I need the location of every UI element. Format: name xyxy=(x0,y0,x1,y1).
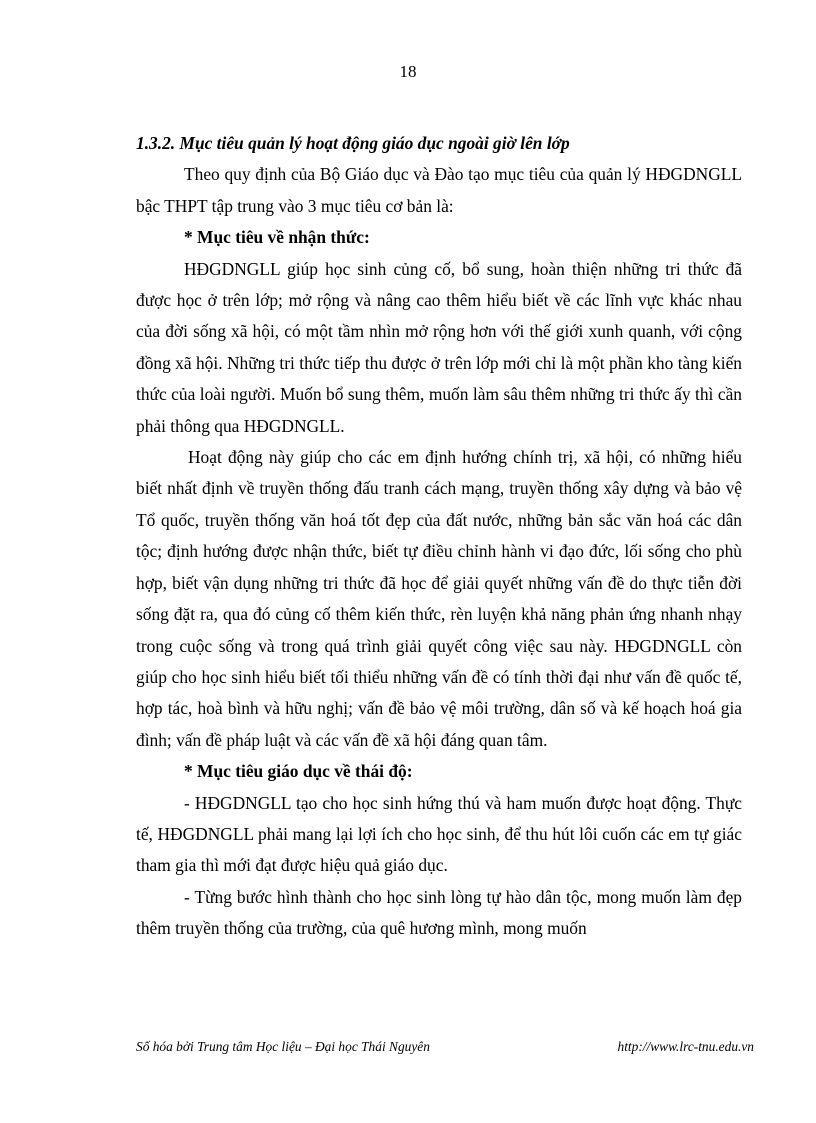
page-number: 18 xyxy=(399,62,417,81)
footer-source: Số hóa bởi Trung tâm Học liệu – Đại học Thái Nguyên xyxy=(136,1039,430,1054)
paragraph-attitude-1: - HĐGDNGLL tạo cho học sinh hứng thú và ham muốn được hoạt động. Thực tế, HĐGDNGLL phải mang lại lợi ích cho học sinh, để thu hút lôi cuốn các em tự giác tham gia thì mới đạt được hiệu quả giáo dục. xyxy=(136,792,742,876)
subheading-attitude: * Mục tiêu giáo dục về thái độ: xyxy=(184,761,413,782)
document-body xyxy=(136,128,742,945)
intro-paragraph: Theo quy định của Bộ Giáo dục và Đào tạo mục tiêu của quản lý HĐGDNGLL bậc THPT tập trung vào 3 mục tiêu cơ bản là: xyxy=(136,164,742,216)
footer-url[interactable]: http://www.lrc-tnu.edu.vn xyxy=(617,1039,754,1054)
paragraph-awareness-1: HĐGDNGLL giúp học sinh củng cố, bổ sung, hoàn thiện những tri thức đã được học ở trên lớp; mở rộng và nâng cao thêm hiểu biết về các lĩnh vực khác nhau của đời sống xã hội, có một tầm nhìn mở rộng hơn với thế giới xunh quanh, với cộng đồng xã hội. Những tri thức tiếp thu được ở trên lớp mới chỉ là một phần kho tàng kiến thức của loài người. Muốn bổ sung thêm, muốn làm sâu thêm những tri thức ấy thì cần phải thông qua HĐGDNGLL. xyxy=(136,258,742,436)
paragraph-awareness-2: Hoạt động này giúp cho các em định hướng chính trị, xã hội, có những hiểu biết nhất định về truyền thống đấu tranh cách mạng, truyền thống xây dựng và bảo vệ Tổ quốc, truyền thống văn hoá tốt đẹp của đất nước, những bản sắc văn hoá các dân tộc; định hướng được nhận thức, biết tự điều chỉnh hành vi đạo đức, lối sống cho phù hợp, biết vận dụng những tri thức đã học để giải quyết những vấn đề do thực tiễn đời sống đặt ra, qua đó củng cố thêm kiến thức, rèn luyện khả năng phản ứng nhanh nhạy trong cuộc sống và trong quá trình giải quyết công việc sau này. HĐGDNGLL còn giúp cho học sinh hiểu biết tối thiểu những vấn đề có tính thời đại như vấn đề quốc tế, hợp tác, hoà bình và hữu nghị; vấn đề bảo vệ môi trường, dân số và kế hoạch hoá gia đình; vấn đề pháp luật và các vấn đề xã hội đáng quan tâm. xyxy=(136,447,742,750)
subheading-awareness: * Mục tiêu về nhận thức: xyxy=(184,227,370,248)
section-heading: 1.3.2. Mục tiêu quản lý hoạt động giáo dục ngoài giờ lên lớp xyxy=(136,133,570,153)
paragraph-attitude-2: - Từng bước hình thành cho học sinh lòng tự hào dân tộc, mong muốn làm đẹp thêm truyền thống của trường, của quê hương mình, mong muốn xyxy=(136,886,742,939)
